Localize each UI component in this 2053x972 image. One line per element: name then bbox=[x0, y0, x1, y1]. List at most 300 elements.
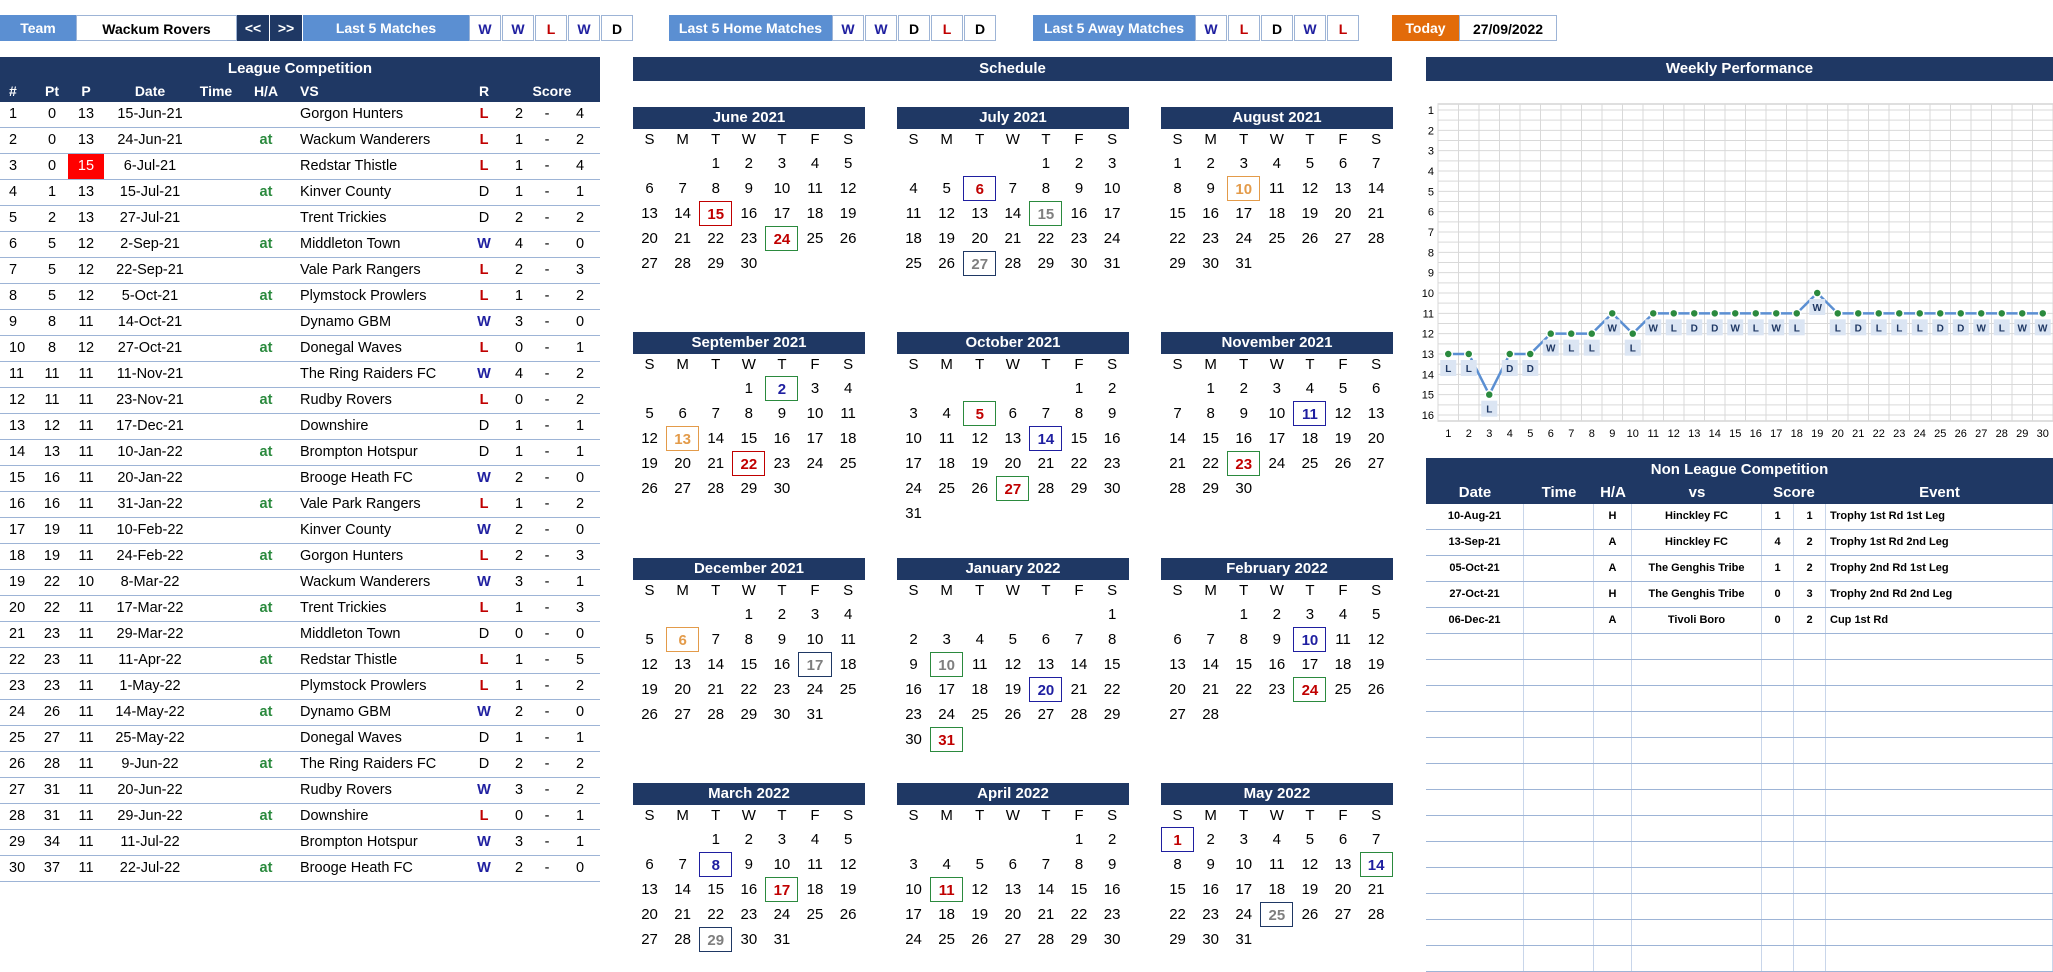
calendar-day[interactable]: 18 bbox=[971, 681, 989, 698]
calendar-day[interactable]: 11 bbox=[971, 656, 988, 673]
calendar-day[interactable]: 21 bbox=[1004, 230, 1022, 247]
calendar-day[interactable]: 3 bbox=[1239, 155, 1248, 172]
calendar-day[interactable]: 22 bbox=[1202, 455, 1219, 472]
match-day[interactable]: 5 bbox=[963, 401, 996, 426]
calendar-day[interactable]: 23 bbox=[905, 706, 922, 723]
calendar-day[interactable]: 19 bbox=[641, 681, 658, 698]
calendar-day[interactable]: 20 bbox=[1169, 681, 1186, 698]
calendar-day[interactable]: 15 bbox=[1070, 881, 1088, 898]
calendar-day[interactable]: 9 bbox=[777, 405, 787, 422]
calendar-day[interactable]: 26 bbox=[971, 480, 989, 497]
calendar-day[interactable]: 25 bbox=[905, 255, 922, 272]
calendar-day[interactable]: 26 bbox=[1334, 455, 1352, 472]
calendar-day[interactable]: 18 bbox=[1301, 430, 1319, 447]
calendar-day[interactable]: 25 bbox=[1301, 455, 1319, 472]
calendar-day[interactable]: 14 bbox=[674, 881, 691, 898]
calendar-day[interactable]: 23 bbox=[1202, 230, 1219, 247]
calendar-day[interactable]: 4 bbox=[942, 405, 951, 422]
calendar-day[interactable]: 22 bbox=[1235, 681, 1253, 698]
calendar-day[interactable]: 4 bbox=[843, 606, 853, 623]
calendar-day[interactable]: 10 bbox=[806, 631, 824, 648]
calendar-day[interactable]: 19 bbox=[1334, 430, 1352, 447]
calendar-day[interactable]: 24 bbox=[1268, 455, 1286, 472]
calendar-day[interactable]: 15 bbox=[740, 656, 758, 673]
calendar-day[interactable]: 13 bbox=[1004, 881, 1022, 898]
calendar-day[interactable]: 5 bbox=[1338, 380, 1348, 397]
calendar-day[interactable]: 18 bbox=[839, 430, 857, 447]
calendar-day[interactable]: 22 bbox=[1037, 230, 1055, 247]
calendar-day[interactable]: 23 bbox=[1268, 681, 1286, 698]
calendar-day[interactable]: 5 bbox=[942, 180, 951, 197]
calendar-day[interactable]: 4 bbox=[1338, 606, 1348, 623]
calendar-day[interactable]: 1 bbox=[744, 380, 753, 397]
calendar-day[interactable]: 5 bbox=[1305, 831, 1315, 848]
calendar-day[interactable]: 27 bbox=[1169, 706, 1186, 723]
calendar-day[interactable]: 3 bbox=[1305, 606, 1315, 623]
calendar-day[interactable]: 5 bbox=[1371, 606, 1381, 623]
calendar-day[interactable]: 25 bbox=[1334, 681, 1352, 698]
team-select[interactable]: Wackum Rovers bbox=[76, 15, 237, 41]
calendar-day[interactable]: 17 bbox=[806, 430, 824, 447]
calendar-day[interactable]: 3 bbox=[1239, 831, 1248, 848]
calendar-day[interactable]: 10 bbox=[905, 881, 922, 898]
calendar-day[interactable]: 21 bbox=[674, 230, 691, 247]
calendar-day[interactable]: 19 bbox=[1004, 681, 1022, 698]
calendar-day[interactable]: 7 bbox=[1173, 405, 1182, 422]
calendar-day[interactable]: 12 bbox=[1301, 180, 1319, 197]
calendar-day[interactable]: 30 bbox=[1202, 931, 1219, 948]
calendar-day[interactable]: 26 bbox=[1301, 906, 1319, 923]
calendar-day[interactable]: 28 bbox=[1037, 480, 1055, 497]
calendar-day[interactable]: 15 bbox=[740, 430, 758, 447]
calendar-day[interactable]: 20 bbox=[674, 455, 691, 472]
calendar-day[interactable]: 30 bbox=[905, 731, 922, 748]
calendar-day[interactable]: 12 bbox=[1334, 405, 1352, 422]
match-day[interactable]: 27 bbox=[996, 476, 1029, 501]
calendar-day[interactable]: 16 bbox=[1070, 205, 1088, 222]
calendar-day[interactable]: 11 bbox=[807, 856, 823, 873]
calendar-day[interactable]: 27 bbox=[641, 255, 658, 272]
calendar-day[interactable]: 11 bbox=[1269, 180, 1285, 197]
calendar-day[interactable]: 15 bbox=[1169, 205, 1186, 222]
calendar-day[interactable]: 5 bbox=[1305, 155, 1315, 172]
match-day[interactable]: 14 bbox=[1360, 852, 1393, 877]
calendar-day[interactable]: 3 bbox=[942, 631, 951, 648]
match-day[interactable]: 22 bbox=[732, 451, 765, 476]
calendar-day[interactable]: 10 bbox=[806, 405, 824, 422]
calendar-day[interactable]: 26 bbox=[938, 255, 955, 272]
calendar-day[interactable]: 25 bbox=[806, 230, 824, 247]
calendar-day[interactable]: 23 bbox=[740, 906, 758, 923]
match-day[interactable]: 6 bbox=[666, 627, 699, 652]
calendar-day[interactable]: 12 bbox=[971, 881, 989, 898]
calendar-day[interactable]: 31 bbox=[905, 505, 922, 522]
calendar-day[interactable]: 24 bbox=[938, 706, 955, 723]
calendar-day[interactable]: 7 bbox=[1371, 155, 1381, 172]
calendar-day[interactable]: 14 bbox=[1004, 205, 1022, 222]
calendar-day[interactable]: 31 bbox=[1235, 931, 1253, 948]
calendar-day[interactable]: 14 bbox=[674, 205, 691, 222]
calendar-day[interactable]: 11 bbox=[840, 405, 856, 422]
calendar-day[interactable]: 20 bbox=[1334, 205, 1352, 222]
calendar-day[interactable]: 10 bbox=[773, 856, 791, 873]
calendar-day[interactable]: 28 bbox=[1202, 706, 1219, 723]
calendar-day[interactable]: 21 bbox=[707, 681, 725, 698]
match-day[interactable]: 24 bbox=[1293, 677, 1326, 702]
calendar-day[interactable]: 15 bbox=[1202, 430, 1219, 447]
calendar-day[interactable]: 25 bbox=[938, 480, 955, 497]
calendar-day[interactable]: 24 bbox=[1235, 906, 1253, 923]
calendar-day[interactable]: 21 bbox=[674, 906, 691, 923]
calendar-day[interactable]: 9 bbox=[1074, 180, 1084, 197]
calendar-day[interactable]: 15 bbox=[1235, 656, 1253, 673]
calendar-day[interactable]: 9 bbox=[1272, 631, 1281, 648]
calendar-day[interactable]: 27 bbox=[1334, 230, 1352, 247]
calendar-day[interactable]: 7 bbox=[1041, 405, 1051, 422]
calendar-day[interactable]: 16 bbox=[1103, 881, 1121, 898]
calendar-day[interactable]: 15 bbox=[707, 881, 725, 898]
calendar-day[interactable]: 23 bbox=[773, 681, 791, 698]
calendar-day[interactable]: 8 bbox=[1206, 405, 1215, 422]
match-day[interactable]: 10 bbox=[930, 652, 963, 677]
calendar-day[interactable]: 8 bbox=[711, 180, 720, 197]
calendar-day[interactable]: 16 bbox=[1268, 656, 1286, 673]
calendar-day[interactable]: 26 bbox=[1301, 230, 1319, 247]
calendar-day[interactable]: 26 bbox=[1367, 681, 1385, 698]
prev-team-button[interactable]: << bbox=[237, 15, 269, 41]
calendar-day[interactable]: 8 bbox=[1173, 856, 1182, 873]
calendar-day[interactable]: 9 bbox=[1239, 405, 1248, 422]
calendar-day[interactable]: 30 bbox=[1235, 480, 1253, 497]
match-day[interactable]: 17 bbox=[798, 652, 831, 677]
calendar-day[interactable]: 12 bbox=[641, 656, 658, 673]
calendar-day[interactable]: 11 bbox=[1269, 856, 1285, 873]
match-day[interactable]: 2 bbox=[765, 376, 798, 401]
calendar-day[interactable]: 2 bbox=[1206, 831, 1215, 848]
calendar-day[interactable]: 26 bbox=[971, 931, 989, 948]
match-day[interactable]: 11 bbox=[1293, 401, 1326, 426]
calendar-day[interactable]: 1 bbox=[1206, 380, 1215, 397]
calendar-day[interactable]: 7 bbox=[711, 631, 720, 648]
calendar-day[interactable]: 8 bbox=[1041, 180, 1051, 197]
calendar-day[interactable]: 3 bbox=[909, 856, 918, 873]
calendar-day[interactable]: 30 bbox=[1070, 255, 1088, 272]
calendar-day[interactable]: 28 bbox=[707, 706, 725, 723]
calendar-day[interactable]: 4 bbox=[975, 631, 984, 648]
calendar-day[interactable]: 22 bbox=[1070, 906, 1088, 923]
calendar-day[interactable]: 22 bbox=[1070, 455, 1088, 472]
match-day[interactable]: 27 bbox=[963, 251, 996, 276]
calendar-day[interactable]: 23 bbox=[1103, 455, 1121, 472]
calendar-day[interactable]: 24 bbox=[773, 906, 791, 923]
calendar-day[interactable]: 28 bbox=[707, 480, 725, 497]
match-day[interactable]: 23 bbox=[1227, 451, 1260, 476]
calendar-day[interactable]: 15 bbox=[1103, 656, 1121, 673]
calendar-day[interactable]: 20 bbox=[1334, 881, 1352, 898]
calendar-day[interactable]: 27 bbox=[1037, 706, 1055, 723]
calendar-day[interactable]: 9 bbox=[777, 631, 787, 648]
calendar-day[interactable]: 18 bbox=[806, 881, 824, 898]
calendar-day[interactable]: 9 bbox=[1206, 856, 1215, 873]
calendar-day[interactable]: 29 bbox=[1037, 255, 1055, 272]
calendar-day[interactable]: 28 bbox=[1037, 931, 1055, 948]
calendar-day[interactable]: 24 bbox=[1103, 230, 1121, 247]
calendar-day[interactable]: 26 bbox=[839, 230, 857, 247]
calendar-day[interactable]: 3 bbox=[810, 606, 820, 623]
calendar-day[interactable]: 10 bbox=[1103, 180, 1121, 197]
calendar-day[interactable]: 6 bbox=[678, 405, 687, 422]
calendar-day[interactable]: 26 bbox=[1004, 706, 1022, 723]
calendar-day[interactable]: 13 bbox=[641, 881, 658, 898]
calendar-day[interactable]: 19 bbox=[1367, 656, 1385, 673]
calendar-day[interactable]: 20 bbox=[1367, 430, 1385, 447]
calendar-day[interactable]: 24 bbox=[905, 931, 922, 948]
calendar-day[interactable]: 13 bbox=[1169, 656, 1186, 673]
calendar-day[interactable]: 20 bbox=[1004, 906, 1022, 923]
calendar-day[interactable]: 9 bbox=[909, 656, 918, 673]
calendar-day[interactable]: 25 bbox=[806, 906, 824, 923]
calendar-day[interactable]: 13 bbox=[1334, 856, 1352, 873]
calendar-day[interactable]: 9 bbox=[1107, 405, 1117, 422]
calendar-day[interactable]: 7 bbox=[1371, 831, 1381, 848]
calendar-day[interactable]: 16 bbox=[1103, 430, 1121, 447]
calendar-day[interactable]: 20 bbox=[641, 906, 658, 923]
calendar-day[interactable]: 6 bbox=[1371, 380, 1381, 397]
calendar-day[interactable]: 16 bbox=[773, 430, 791, 447]
calendar-day[interactable]: 19 bbox=[1301, 205, 1319, 222]
calendar-day[interactable]: 1 bbox=[1074, 380, 1084, 397]
calendar-day[interactable]: 13 bbox=[1367, 405, 1385, 422]
calendar-day[interactable]: 3 bbox=[777, 155, 787, 172]
calendar-day[interactable]: 4 bbox=[1272, 155, 1281, 172]
calendar-day[interactable]: 8 bbox=[1173, 180, 1182, 197]
calendar-day[interactable]: 16 bbox=[740, 881, 758, 898]
calendar-day[interactable]: 25 bbox=[839, 681, 857, 698]
calendar-day[interactable]: 11 bbox=[905, 205, 922, 222]
calendar-day[interactable]: 6 bbox=[1008, 856, 1017, 873]
next-team-button[interactable]: >> bbox=[270, 15, 302, 41]
calendar-day[interactable]: 14 bbox=[1169, 430, 1186, 447]
calendar-day[interactable]: 8 bbox=[744, 631, 753, 648]
calendar-day[interactable]: 21 bbox=[1367, 881, 1385, 898]
calendar-day[interactable]: 4 bbox=[1272, 831, 1281, 848]
calendar-day[interactable]: 4 bbox=[810, 155, 820, 172]
calendar-day[interactable]: 20 bbox=[1004, 455, 1022, 472]
calendar-day[interactable]: 6 bbox=[1041, 631, 1051, 648]
calendar-day[interactable]: 24 bbox=[1235, 230, 1253, 247]
calendar-day[interactable]: 11 bbox=[1335, 631, 1351, 648]
calendar-day[interactable]: 4 bbox=[810, 831, 820, 848]
calendar-day[interactable]: 17 bbox=[1268, 430, 1286, 447]
calendar-day[interactable]: 16 bbox=[740, 205, 758, 222]
calendar-day[interactable]: 15 bbox=[1169, 881, 1186, 898]
calendar-day[interactable]: 18 bbox=[1268, 205, 1286, 222]
calendar-day[interactable]: 28 bbox=[1004, 255, 1022, 272]
calendar-day[interactable]: 2 bbox=[1206, 155, 1215, 172]
calendar-day[interactable]: 1 bbox=[1074, 831, 1084, 848]
calendar-day[interactable]: 5 bbox=[843, 831, 853, 848]
calendar-day[interactable]: 31 bbox=[1103, 255, 1121, 272]
match-day[interactable]: 1 bbox=[1161, 827, 1194, 852]
calendar-day[interactable]: 20 bbox=[641, 230, 658, 247]
calendar-day[interactable]: 2 bbox=[909, 631, 918, 648]
calendar-day[interactable]: 7 bbox=[1074, 631, 1084, 648]
calendar-day[interactable]: 17 bbox=[773, 205, 791, 222]
calendar-day[interactable]: 6 bbox=[645, 856, 654, 873]
match-day[interactable]: 17 bbox=[765, 877, 798, 902]
calendar-day[interactable]: 21 bbox=[1169, 455, 1186, 472]
calendar-day[interactable]: 31 bbox=[1235, 255, 1253, 272]
calendar-day[interactable]: 18 bbox=[938, 906, 955, 923]
calendar-day[interactable]: 14 bbox=[1037, 881, 1055, 898]
calendar-day[interactable]: 29 bbox=[740, 706, 758, 723]
calendar-day[interactable]: 22 bbox=[707, 906, 725, 923]
calendar-day[interactable]: 24 bbox=[905, 480, 922, 497]
calendar-day[interactable]: 21 bbox=[1367, 205, 1385, 222]
calendar-day[interactable]: 13 bbox=[1037, 656, 1055, 673]
calendar-day[interactable]: 4 bbox=[909, 180, 918, 197]
calendar-day[interactable]: 14 bbox=[707, 430, 725, 447]
calendar-day[interactable]: 25 bbox=[1268, 230, 1286, 247]
calendar-day[interactable]: 5 bbox=[843, 155, 853, 172]
match-day[interactable]: 29 bbox=[699, 927, 732, 952]
calendar-day[interactable]: 21 bbox=[707, 455, 725, 472]
calendar-day[interactable]: 18 bbox=[1268, 881, 1286, 898]
calendar-day[interactable]: 16 bbox=[773, 656, 791, 673]
calendar-day[interactable]: 27 bbox=[674, 480, 691, 497]
calendar-day[interactable]: 3 bbox=[909, 405, 918, 422]
match-day[interactable]: 20 bbox=[1029, 677, 1062, 702]
calendar-day[interactable]: 28 bbox=[1367, 230, 1385, 247]
calendar-day[interactable]: 4 bbox=[1305, 380, 1315, 397]
calendar-day[interactable]: 2 bbox=[1074, 155, 1084, 172]
calendar-day[interactable]: 2 bbox=[1272, 606, 1281, 623]
calendar-day[interactable]: 17 bbox=[1235, 205, 1253, 222]
calendar-day[interactable]: 13 bbox=[1004, 430, 1022, 447]
calendar-day[interactable]: 14 bbox=[1070, 656, 1088, 673]
calendar-day[interactable]: 24 bbox=[806, 455, 824, 472]
calendar-day[interactable]: 2 bbox=[1107, 831, 1117, 848]
calendar-day[interactable]: 16 bbox=[1202, 205, 1219, 222]
calendar-day[interactable]: 1 bbox=[1107, 606, 1117, 623]
calendar-day[interactable]: 30 bbox=[773, 706, 791, 723]
calendar-day[interactable]: 29 bbox=[1202, 480, 1219, 497]
calendar-day[interactable]: 2 bbox=[744, 155, 753, 172]
calendar-day[interactable]: 13 bbox=[971, 205, 989, 222]
match-day[interactable]: 10 bbox=[1227, 176, 1260, 201]
calendar-day[interactable]: 4 bbox=[942, 856, 951, 873]
calendar-day[interactable]: 14 bbox=[1367, 180, 1385, 197]
calendar-day[interactable]: 25 bbox=[839, 455, 857, 472]
calendar-day[interactable]: 6 bbox=[1173, 631, 1182, 648]
calendar-day[interactable]: 22 bbox=[707, 230, 725, 247]
calendar-day[interactable]: 31 bbox=[806, 706, 824, 723]
calendar-day[interactable]: 23 bbox=[1070, 230, 1088, 247]
calendar-day[interactable]: 8 bbox=[1239, 631, 1248, 648]
calendar-day[interactable]: 30 bbox=[773, 480, 791, 497]
calendar-day[interactable]: 28 bbox=[674, 931, 691, 948]
match-day[interactable]: 11 bbox=[930, 877, 963, 902]
calendar-day[interactable]: 31 bbox=[773, 931, 791, 948]
calendar-day[interactable]: 18 bbox=[905, 230, 922, 247]
calendar-day[interactable]: 3 bbox=[1272, 380, 1281, 397]
calendar-day[interactable]: 1 bbox=[744, 606, 753, 623]
calendar-day[interactable]: 18 bbox=[806, 205, 824, 222]
calendar-day[interactable]: 9 bbox=[744, 180, 753, 197]
calendar-day[interactable]: 18 bbox=[839, 656, 857, 673]
calendar-day[interactable]: 1 bbox=[711, 155, 720, 172]
match-day[interactable]: 15 bbox=[1029, 201, 1062, 226]
calendar-day[interactable]: 30 bbox=[1103, 931, 1121, 948]
calendar-day[interactable]: 17 bbox=[1235, 881, 1253, 898]
match-day[interactable]: 31 bbox=[930, 727, 963, 752]
calendar-day[interactable]: 7 bbox=[1041, 856, 1051, 873]
match-day[interactable]: 6 bbox=[963, 176, 996, 201]
calendar-day[interactable]: 27 bbox=[674, 706, 691, 723]
match-day[interactable]: 13 bbox=[666, 426, 699, 451]
calendar-day[interactable]: 21 bbox=[1070, 681, 1088, 698]
calendar-day[interactable]: 22 bbox=[1103, 681, 1121, 698]
calendar-day[interactable]: 3 bbox=[810, 380, 820, 397]
calendar-day[interactable]: 1 bbox=[1239, 606, 1248, 623]
calendar-day[interactable]: 12 bbox=[938, 205, 955, 222]
calendar-day[interactable]: 16 bbox=[1202, 881, 1219, 898]
calendar-day[interactable]: 29 bbox=[1070, 931, 1088, 948]
calendar-day[interactable]: 22 bbox=[1169, 906, 1186, 923]
calendar-day[interactable]: 30 bbox=[1103, 480, 1121, 497]
calendar-day[interactable]: 21 bbox=[1037, 906, 1055, 923]
calendar-day[interactable]: 27 bbox=[1004, 931, 1022, 948]
calendar-day[interactable]: 2 bbox=[1239, 380, 1248, 397]
calendar-day[interactable]: 21 bbox=[1037, 455, 1055, 472]
calendar-day[interactable]: 10 bbox=[1235, 856, 1253, 873]
calendar-day[interactable]: 17 bbox=[905, 455, 922, 472]
calendar-day[interactable]: 14 bbox=[1202, 656, 1219, 673]
calendar-day[interactable]: 23 bbox=[1103, 906, 1121, 923]
match-day[interactable]: 8 bbox=[699, 852, 732, 877]
calendar-day[interactable]: 22 bbox=[740, 681, 758, 698]
calendar-day[interactable]: 3 bbox=[1107, 155, 1117, 172]
calendar-day[interactable]: 8 bbox=[1074, 405, 1084, 422]
calendar-day[interactable]: 29 bbox=[1103, 706, 1121, 723]
calendar-day[interactable]: 9 bbox=[1107, 856, 1117, 873]
calendar-day[interactable]: 10 bbox=[773, 180, 791, 197]
calendar-day[interactable]: 19 bbox=[641, 455, 658, 472]
calendar-day[interactable]: 19 bbox=[839, 881, 857, 898]
calendar-day[interactable]: 29 bbox=[1070, 480, 1088, 497]
calendar-day[interactable]: 29 bbox=[1169, 255, 1186, 272]
calendar-day[interactable]: 12 bbox=[1301, 856, 1319, 873]
calendar-day[interactable]: 12 bbox=[1367, 631, 1385, 648]
calendar-day[interactable]: 23 bbox=[773, 455, 791, 472]
calendar-day[interactable]: 29 bbox=[707, 255, 725, 272]
calendar-day[interactable]: 12 bbox=[839, 180, 857, 197]
match-day[interactable]: 25 bbox=[1260, 902, 1293, 927]
calendar-day[interactable]: 5 bbox=[975, 856, 984, 873]
calendar-day[interactable]: 9 bbox=[744, 856, 753, 873]
calendar-day[interactable]: 6 bbox=[645, 180, 654, 197]
calendar-day[interactable]: 20 bbox=[971, 230, 989, 247]
calendar-day[interactable]: 23 bbox=[740, 230, 758, 247]
calendar-day[interactable]: 5 bbox=[645, 631, 654, 648]
calendar-day[interactable]: 6 bbox=[1338, 831, 1348, 848]
calendar-day[interactable]: 18 bbox=[1334, 656, 1352, 673]
calendar-day[interactable]: 1 bbox=[1173, 155, 1182, 172]
calendar-day[interactable]: 2 bbox=[777, 606, 787, 623]
calendar-day[interactable]: 3 bbox=[777, 831, 787, 848]
calendar-day[interactable]: 8 bbox=[1107, 631, 1117, 648]
calendar-day[interactable]: 18 bbox=[938, 455, 955, 472]
